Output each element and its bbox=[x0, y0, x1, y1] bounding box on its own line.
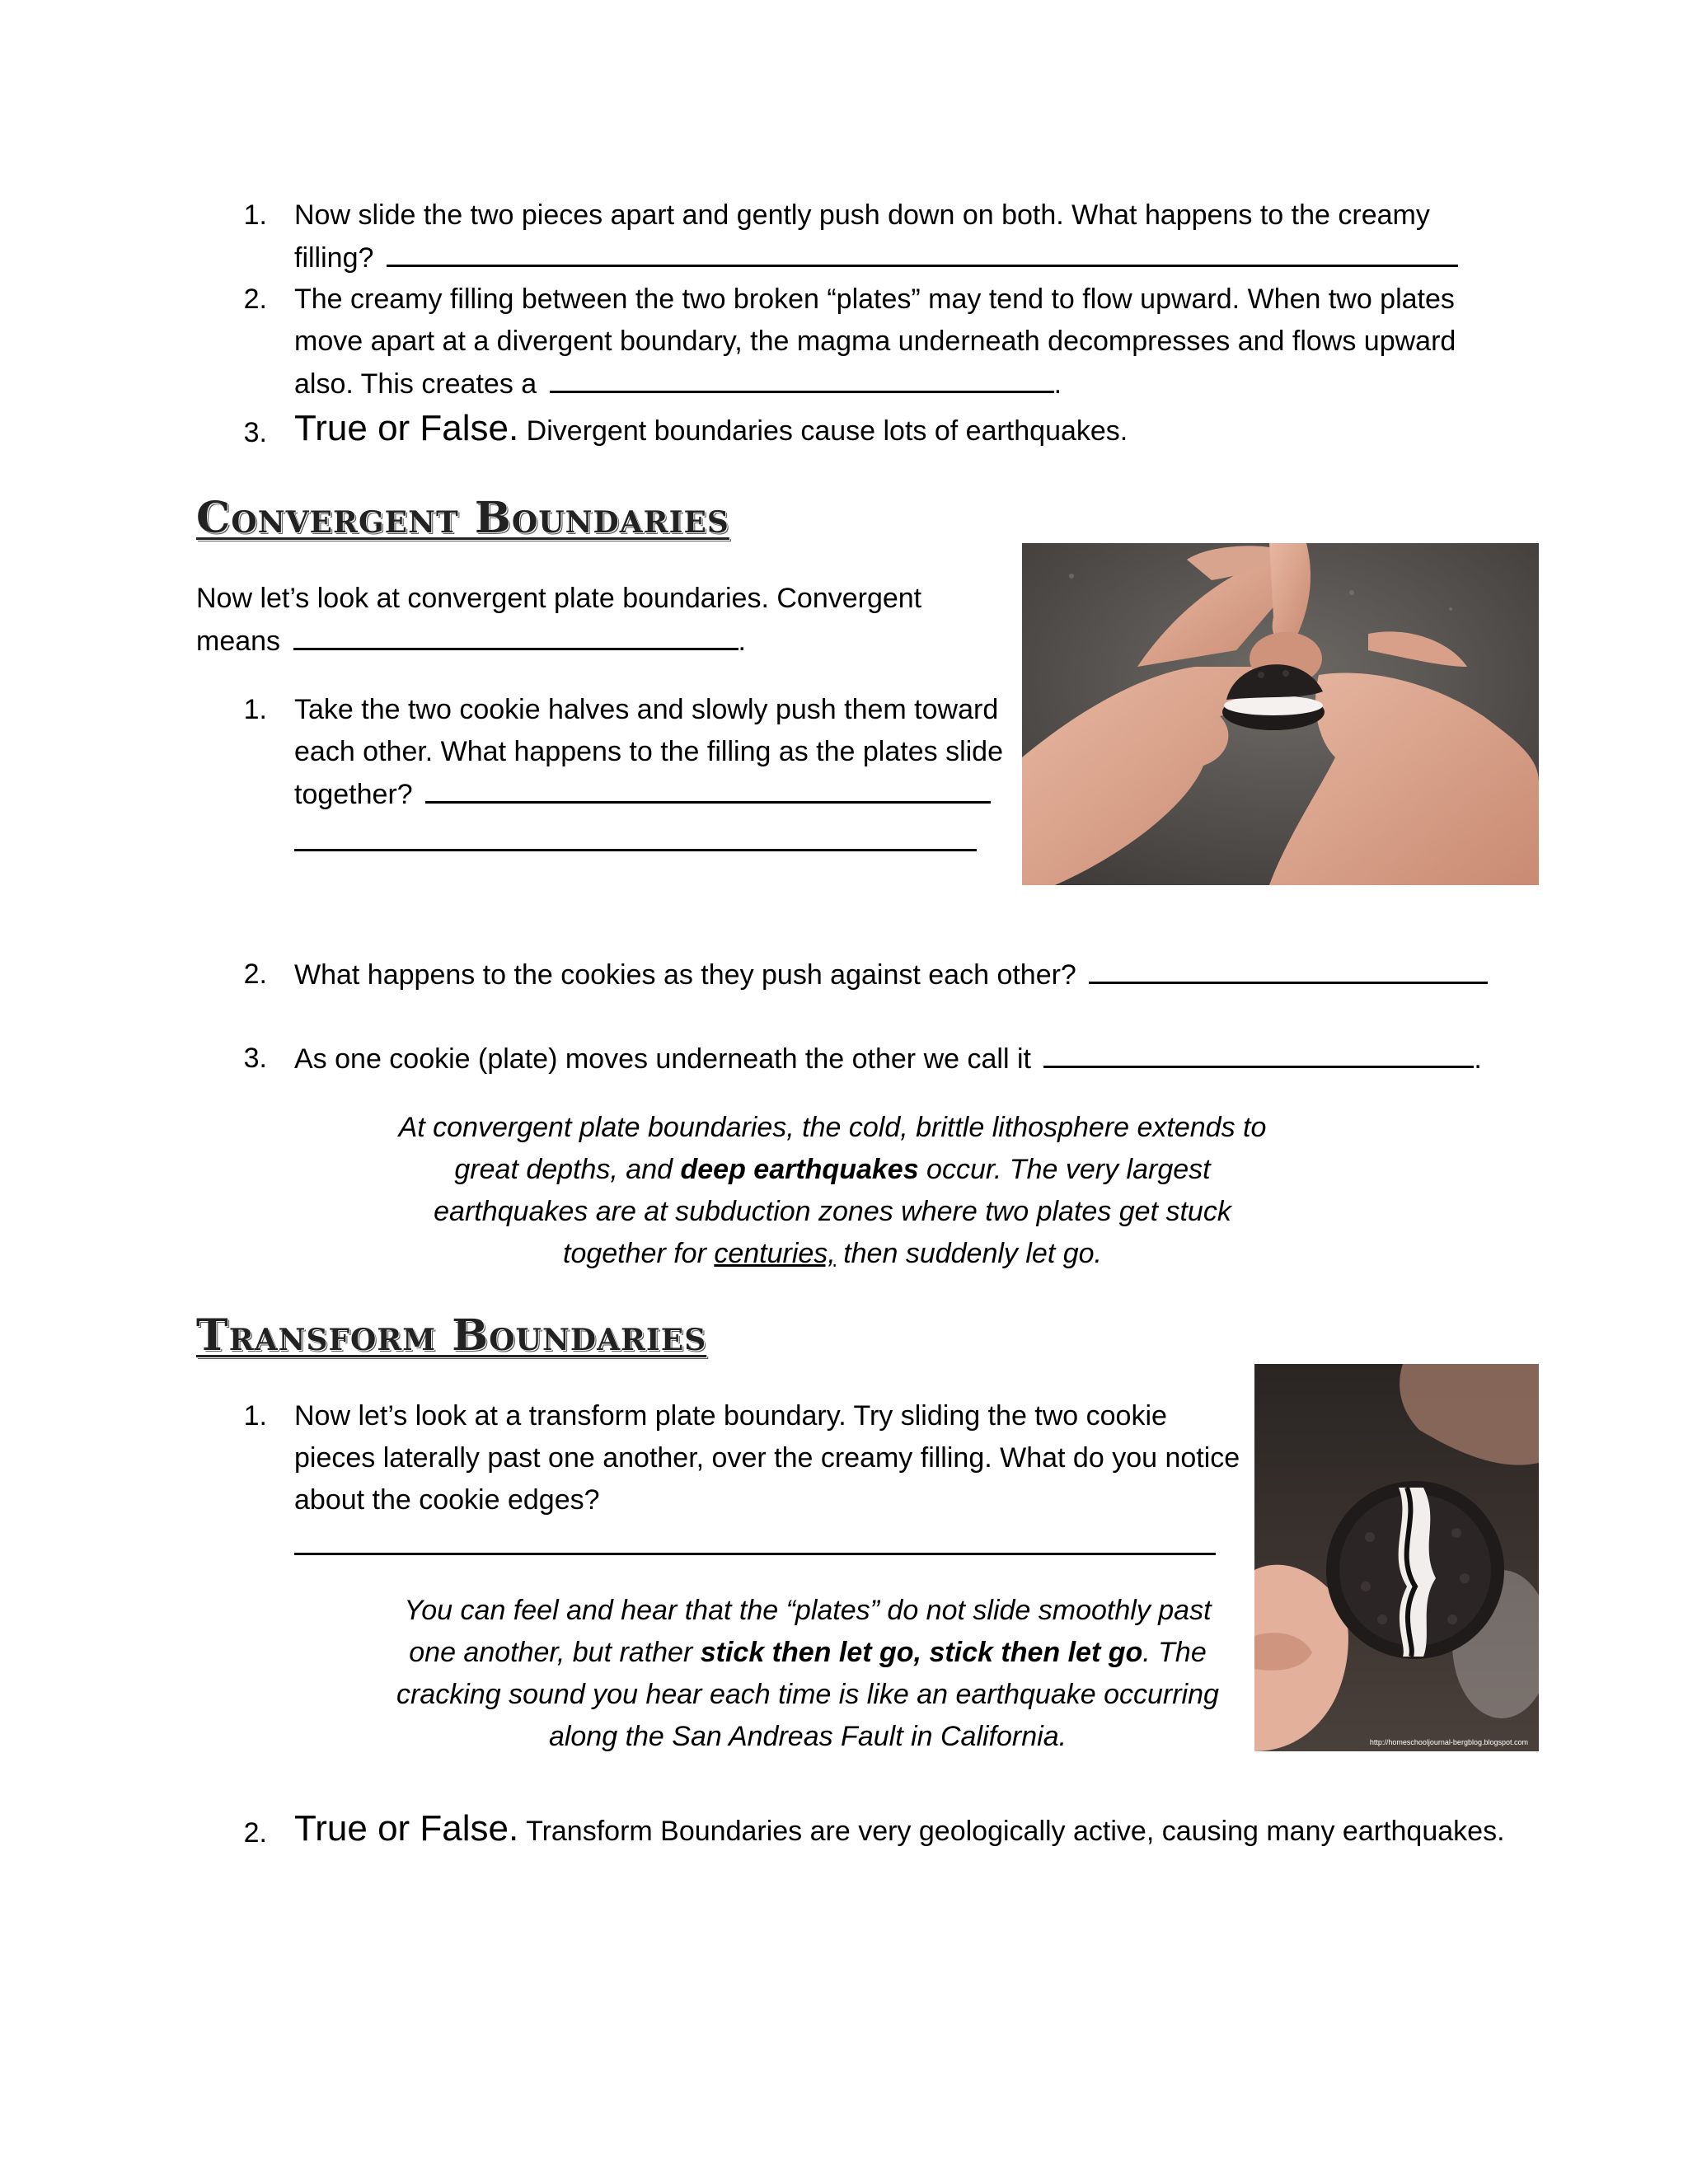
transform-note bbox=[363, 1590, 1253, 1758]
question-text: Divergent boundaries cause lots of earthquakes. bbox=[518, 415, 1128, 447]
emphasis-text: stick then let go, stick then let go bbox=[700, 1637, 1143, 1668]
section-heading-transform: Transform Boundaries bbox=[196, 1310, 707, 1361]
underlined-text: centuries, bbox=[714, 1238, 836, 1269]
question-number: 2. bbox=[243, 1817, 267, 1849]
answer-blank[interactable] bbox=[387, 237, 1458, 267]
question-line bbox=[294, 1807, 1505, 1853]
question-number: 3. bbox=[243, 1043, 267, 1074]
note-line: one another, but rather stick then let go, stick then let go. The bbox=[409, 1637, 1207, 1668]
question-text: Now let’s look at a transform plate boundary. Try sliding the two cookie bbox=[294, 1400, 1167, 1432]
answer-blank[interactable] bbox=[294, 824, 977, 851]
question-text: filling? bbox=[294, 242, 374, 274]
intro-line bbox=[196, 620, 746, 663]
cookie-photo-illustration bbox=[1022, 543, 1539, 885]
note-line: earthquakes are at subduction zones where two plates get stuck bbox=[434, 1196, 1231, 1227]
period: . bbox=[1053, 368, 1062, 400]
question-line bbox=[294, 773, 991, 816]
answer-blank[interactable] bbox=[294, 1528, 1216, 1555]
note-line: great depths, and deep earthquakes occur. The very largest bbox=[454, 1154, 1211, 1185]
question-text: Transform Boundaries are very geologically active, causing many earthquakes. bbox=[518, 1816, 1505, 1847]
section-heading-convergent: Convergent Boundaries bbox=[196, 493, 729, 543]
answer-blank[interactable] bbox=[550, 363, 1054, 393]
broken-cookie-illustration bbox=[1254, 1364, 1539, 1751]
question-line bbox=[294, 363, 1062, 405]
question-number: 1. bbox=[243, 199, 267, 231]
note-line: You can feel and hear that the “plates” do not slide smoothly past bbox=[404, 1595, 1212, 1626]
photo-hands-pushing-cookie bbox=[1022, 543, 1539, 885]
note-line: together for centuries, then suddenly let go. bbox=[563, 1238, 1102, 1269]
question-line bbox=[294, 237, 1458, 279]
question-text: also. This creates a bbox=[294, 368, 537, 400]
true-false-label[interactable]: True or False. bbox=[294, 1808, 519, 1849]
answer-blank[interactable] bbox=[1043, 1038, 1474, 1068]
answer-blank[interactable] bbox=[425, 773, 991, 804]
question-text: Take the two cookie halves and slowly push them toward bbox=[294, 694, 999, 725]
question-text: What happens to the cookies as they push against each other? bbox=[294, 959, 1076, 991]
emphasis-text: deep earthquakes bbox=[680, 1154, 919, 1185]
period: . bbox=[738, 626, 746, 657]
question-text: As one cookie (plate) moves underneath the other we call it bbox=[294, 1043, 1031, 1075]
question-number: 1. bbox=[243, 694, 267, 725]
question-number: 3. bbox=[243, 417, 267, 448]
note-line: At convergent plate boundaries, the cold, brittle lithosphere extends to bbox=[398, 1112, 1267, 1143]
question-text: The creamy filling between the two broken “plates” may tend to flow upward. When two plates bbox=[294, 284, 1455, 315]
photo-hand-holding-broken-cookie bbox=[1254, 1364, 1539, 1751]
question-text: about the cookie edges? bbox=[294, 1484, 600, 1516]
note-line: along the San Andreas Fault in California. bbox=[548, 1721, 1067, 1752]
answer-blank[interactable] bbox=[293, 620, 738, 650]
question-text: each other. What happens to the filling as the plates slide bbox=[294, 736, 1003, 767]
convergent-note bbox=[354, 1107, 1311, 1275]
intro-text: Now let’s look at convergent plate boundaries. Convergent bbox=[196, 583, 922, 614]
intro-text: means bbox=[196, 626, 281, 657]
question-line bbox=[294, 407, 1128, 452]
question-text: together? bbox=[294, 779, 413, 810]
true-false-label[interactable]: True or False. bbox=[294, 408, 519, 448]
question-text: pieces laterally past one another, over the creamy filling. What do you notice bbox=[294, 1442, 1240, 1474]
photo-watermark-caption: http://homeschooljournal-bergblog.blogspot.com bbox=[1369, 1738, 1528, 1746]
answer-blank[interactable] bbox=[1089, 954, 1488, 984]
note-line: cracking sound you hear each time is like an earthquake occurring bbox=[396, 1679, 1219, 1710]
question-number: 2. bbox=[243, 284, 267, 315]
question-line bbox=[294, 954, 1488, 996]
question-text: move apart at a divergent boundary, the magma underneath decompresses and flows upward bbox=[294, 326, 1456, 357]
question-number: 1. bbox=[243, 1400, 267, 1432]
question-text: Now slide the two pieces apart and gently push down on both. What happens to the creamy bbox=[294, 199, 1430, 231]
question-line bbox=[294, 1038, 1482, 1080]
period: . bbox=[1474, 1043, 1482, 1075]
question-number: 2. bbox=[243, 958, 267, 990]
